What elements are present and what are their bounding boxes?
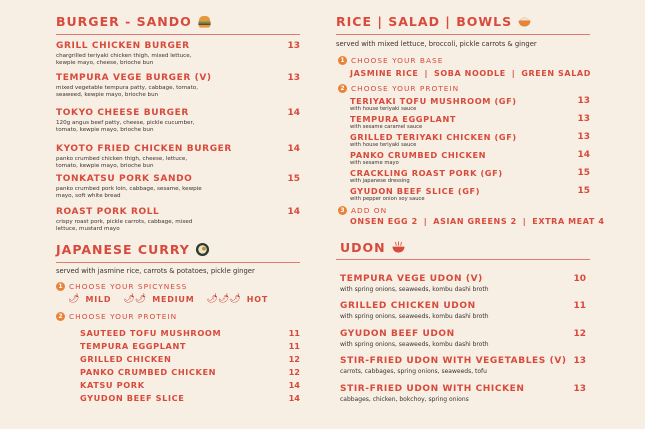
item-name: CRACKLING ROAST PORK (GF)	[350, 168, 503, 178]
list-item	[80, 341, 300, 351]
menu-item	[56, 144, 300, 170]
addon-option: EXTRA MEAT 4	[532, 217, 605, 226]
item-name: PANKO CRUMBED CHICKEN	[80, 367, 217, 377]
item-name: TEMPURA VEGE BURGER (V)	[56, 73, 212, 83]
item-name: KATSU PORK	[80, 380, 145, 390]
spicy-level-medium: MEDIUM	[152, 294, 195, 304]
item-price: 12	[573, 329, 586, 339]
separator: |	[424, 69, 429, 78]
step-number-badge: 3	[338, 206, 347, 215]
spicy-level-mild: MILD	[85, 294, 112, 304]
item-name: TEMPURA EGGPLANT	[350, 114, 457, 124]
item-price: 14	[287, 108, 300, 118]
item-name: GRILL CHICKEN BURGER	[56, 41, 190, 51]
item-price: 13	[577, 132, 590, 142]
item-name: KYOTO FRIED CHICKEN BURGER	[56, 144, 232, 154]
list-item	[80, 328, 300, 338]
chili-icon: 🌶🌶🌶	[206, 294, 241, 304]
item-price: 13	[577, 96, 590, 106]
curry-bowl-icon	[195, 242, 210, 257]
item-description: with pepper onion soy sauce	[350, 196, 425, 202]
item-description: panko crumbed chicken thigh, cheese, lettuce, tomato, kewpie mayo, brioche bun	[56, 156, 188, 170]
separator: |	[511, 69, 516, 78]
list-item	[80, 393, 300, 403]
list-item	[350, 114, 590, 130]
item-price: 13	[287, 73, 300, 83]
item-name: TONKATSU PORK SANDO	[56, 174, 193, 184]
menu-item	[56, 174, 300, 200]
item-name: SAUTEED TOFU MUSHROOM	[80, 328, 222, 338]
list-item	[350, 186, 590, 202]
menu-item	[56, 73, 300, 99]
list-item	[350, 96, 590, 112]
item-price: 14	[287, 144, 300, 154]
curry-step-2	[56, 312, 177, 321]
item-price: 13	[573, 384, 586, 394]
addon-option: ONSEN EGG 2	[350, 217, 418, 226]
curry-step-1	[56, 282, 187, 291]
item-description: with spring onions, seaweeds, kombu dashi broth	[340, 313, 489, 320]
item-price: 11	[573, 301, 586, 311]
item-price: 13	[577, 114, 590, 124]
step-label: CHOOSE YOUR PROTEIN	[351, 84, 460, 93]
menu-item	[340, 329, 590, 348]
burger-section-title: BURGER - SANDO	[56, 14, 212, 29]
base-option: GREEN SALAD	[521, 69, 591, 78]
item-name: TERIYAKI TOFU MUSHROOM (GF)	[350, 96, 517, 106]
step-number-badge: 1	[56, 282, 65, 291]
list-item	[350, 150, 590, 166]
item-name: TEMPURA VEGE UDON (V)	[340, 274, 483, 284]
rice-addon-options	[350, 217, 605, 226]
list-item	[350, 132, 590, 148]
step-number-badge: 2	[56, 312, 65, 321]
list-item	[80, 380, 300, 390]
spicy-level-hot: HOT	[246, 294, 269, 304]
item-description: panko crumbed pork loin, cabbage, sesame, kewpie mayo, soft white bread	[56, 186, 202, 200]
item-price: 12	[288, 367, 300, 377]
udon-section-rule	[336, 259, 590, 260]
step-number-badge: 2	[338, 84, 347, 93]
udon-section-title: UDON	[340, 240, 406, 255]
item-description: with japanese dressing	[350, 178, 410, 184]
menu-item	[56, 41, 300, 67]
list-item	[80, 354, 300, 364]
item-name: GYUDON BEEF SLICE	[80, 393, 185, 403]
item-name: ROAST PORK ROLL	[56, 207, 160, 217]
item-price: 14	[577, 150, 590, 160]
chili-icon: 🌶	[68, 294, 80, 304]
base-option: JASMINE RICE	[350, 69, 419, 78]
item-price: 13	[287, 41, 300, 51]
menu-item	[340, 301, 590, 320]
item-price: 11	[288, 341, 300, 351]
burger-icon	[197, 14, 212, 29]
rice-bowl-icon	[517, 14, 532, 29]
menu-item	[340, 274, 590, 293]
item-description: with sesame caramel sauce	[350, 124, 423, 130]
rice-step-3	[338, 206, 387, 215]
menu-item	[340, 384, 590, 403]
item-name: GYUDON BEEF UDON	[340, 329, 455, 339]
rice-section-rule	[336, 34, 590, 35]
item-description: with spring onions, seaweeds, kombu dashi broth	[340, 341, 489, 348]
menu-item	[56, 108, 300, 134]
item-name: GRILLED TERIYAKI CHICKEN (GF)	[350, 132, 517, 142]
item-price: 15	[287, 174, 300, 184]
item-price: 15	[577, 186, 590, 196]
item-price: 14	[288, 393, 300, 403]
step-label: CHOOSE YOUR BASE	[351, 56, 444, 65]
item-description: with house teriyaki sauce	[350, 142, 417, 148]
curry-section-title: JAPANESE CURRY	[56, 242, 210, 257]
item-name: GRILLED CHICKEN UDON	[340, 301, 476, 311]
item-price: 13	[573, 356, 586, 366]
step-label: CHOOSE YOUR SPICYNESS	[69, 282, 188, 291]
item-description: 120g angus beef patty, cheese, pickle cucumber, tomato, kewpie mayo, brioche bun	[56, 120, 195, 134]
item-price: 14	[287, 207, 300, 217]
rice-section-title: RICE | SALAD | BOWLS	[336, 14, 532, 29]
chili-icon: 🌶🌶	[123, 294, 147, 304]
separator: |	[423, 217, 428, 226]
menu-item	[340, 356, 590, 375]
curry-section-rule	[56, 262, 300, 263]
item-price: 10	[573, 274, 586, 284]
menu-item	[56, 207, 300, 233]
separator: |	[522, 217, 527, 226]
udon-bowl-icon	[391, 240, 406, 255]
item-description: chargrilled teriyaki chicken thigh, mixed lettuce, kewpie mayo, cheese, brioche bun	[56, 53, 192, 67]
burger-section-rule	[56, 34, 300, 35]
spicy-levels	[68, 294, 274, 304]
step-label: CHOOSE YOUR PROTEIN	[69, 312, 178, 321]
item-name: STIR-FRIED UDON WITH VEGETABLES (V)	[340, 356, 567, 366]
item-name: TOKYO CHEESE BURGER	[56, 108, 189, 118]
rice-step-1	[338, 56, 443, 65]
item-name: PANKO CRUMBED CHICKEN	[350, 150, 487, 160]
step-label: ADD ON	[351, 206, 388, 215]
item-description: crispy roast pork, pickle carrots, cabbage, mixed lettuce, mustard mayo	[56, 219, 193, 233]
item-description: with sesame mayo	[350, 160, 399, 166]
item-name: GRILLED CHICKEN	[80, 354, 172, 364]
list-item	[80, 367, 300, 377]
list-item	[350, 168, 590, 184]
rice-intro: served with mixed lettuce, broccoli, pickle carrots & ginger	[336, 40, 537, 48]
rice-step-2	[338, 84, 459, 93]
item-description: with spring onions, seaweeds, kombu dashi broth	[340, 286, 489, 293]
step-number-badge: 1	[338, 56, 347, 65]
item-description: mixed vegetable tempura patty, cabbage, tomato, seaweed, kewpie mayo, brioche bun	[56, 85, 198, 99]
item-name: GYUDON BEEF SLICE (GF)	[350, 186, 481, 196]
item-description: carrots, cabbages, spring onions, seaweeds, tofu	[340, 368, 487, 375]
item-name: TEMPURA EGGPLANT	[80, 341, 187, 351]
item-price: 15	[577, 168, 590, 178]
item-name: STIR-FRIED UDON WITH CHICKEN	[340, 384, 525, 394]
curry-intro: served with jasmine rice, carrots & potatoes, pickle ginger	[56, 267, 255, 275]
item-price: 12	[288, 354, 300, 364]
addon-option: ASIAN GREENS 2	[433, 217, 517, 226]
item-price: 14	[288, 380, 300, 390]
item-description: with house teriyaki sauce	[350, 106, 417, 112]
item-description: cabbages, chicken, bokchoy, spring onions	[340, 396, 469, 403]
base-option: SOBA NOODLE	[434, 69, 506, 78]
item-price: 11	[288, 328, 300, 338]
rice-base-options	[350, 69, 591, 78]
